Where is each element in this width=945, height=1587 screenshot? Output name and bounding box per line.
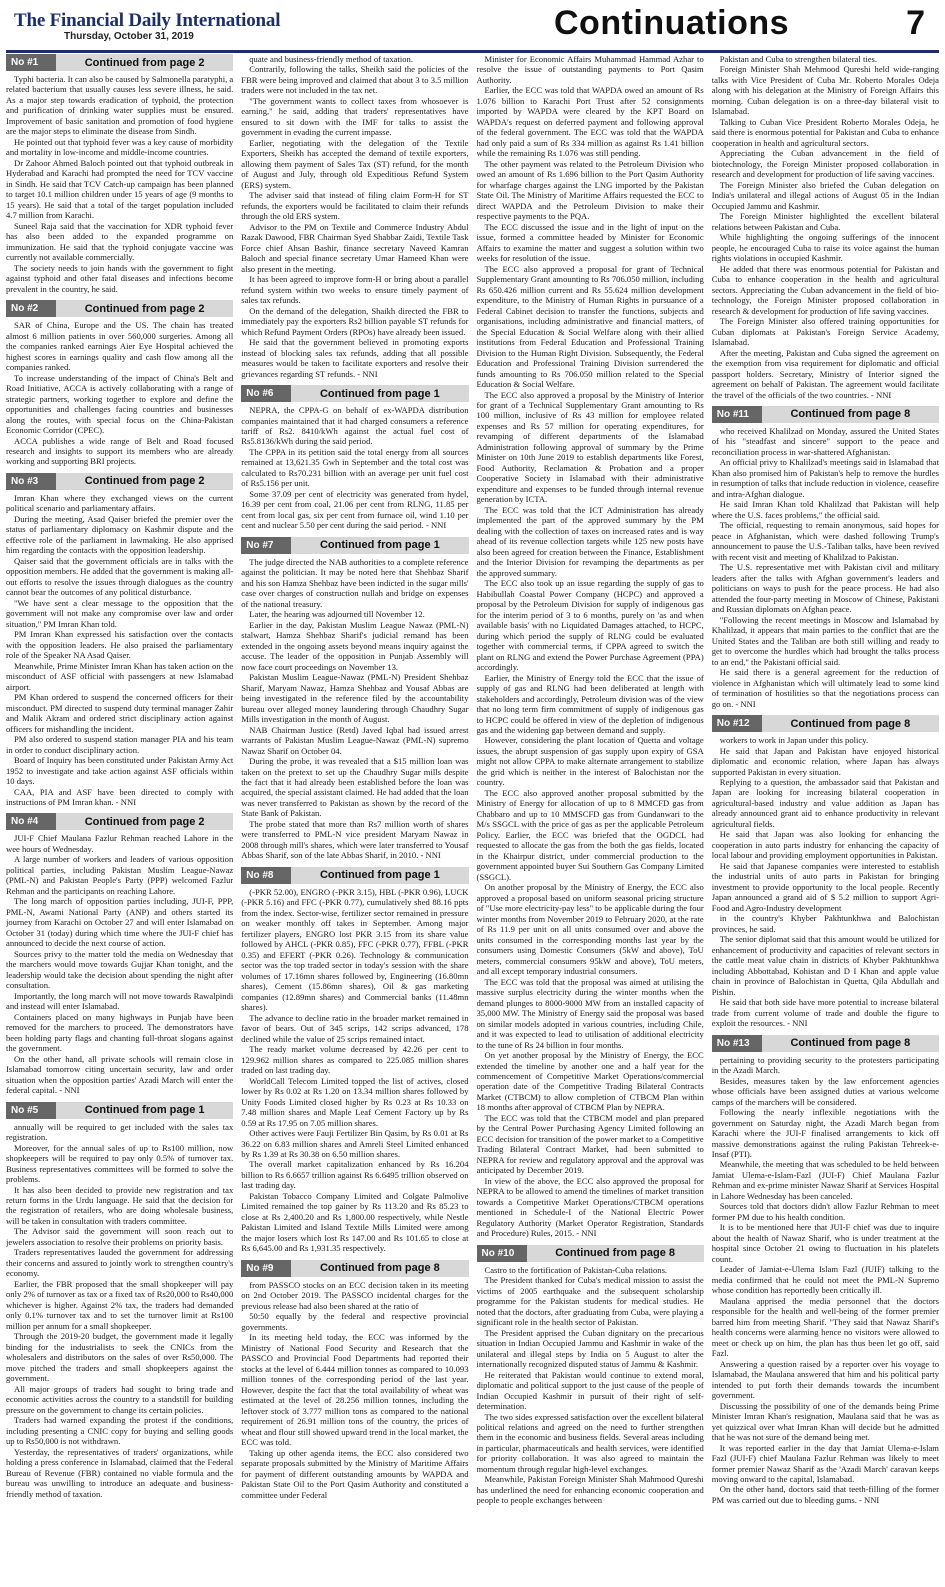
column-1 — [6, 54, 233, 1582]
paragraph: Board of Inquiry has been constituted under Pakistan Army Act 1952 to investigate and take action against ASF officials within 10 days. — [6, 755, 234, 787]
column-4 — [712, 54, 939, 1582]
story-title: Continued from page 2 — [84, 56, 205, 69]
story-title: Continued from page 8 — [319, 1262, 440, 1275]
story-number: No #4 — [6, 813, 56, 830]
paragraph: "The government wants to collect taxes from whosoever is earning," he said, adding that traders' representatives have ensured to sit down with the IMF for talks to assist the government in evading the current impasse. — [241, 95, 469, 138]
paragraph: Imran Khan where they exchanged views on the current political scenario and parliamentary affairs. — [6, 492, 234, 514]
story-header — [241, 537, 468, 554]
paragraph: He said that Japanese companies were interested to establish the industrial units of auto parts in Pakistan for bringing investment to provide opportunity to the local people. Recently Japan announced a grand aid of $ 5.2 million to support Agri-Food and Agro-Industry development — [711, 860, 939, 913]
story-body — [712, 426, 939, 709]
story-number: No #3 — [6, 473, 56, 490]
story — [6, 300, 233, 467]
paragraph: workers to work in Japan under this policy. — [719, 735, 869, 746]
story-header — [6, 473, 233, 490]
paragraph: ACCA publishes a wide range of Belt and Road focused research and insights to support its members who are already working and supporting BRI projects. — [6, 435, 234, 467]
story-header — [6, 300, 233, 317]
paragraph: Pakistan Tobacco Company Limited and Colgate Palmolive Limited remained the top gainer by Rs 113.20 and Rs 85.23 to close at Rs 2,400.20 and Rs 1,800.00 respectively, while Nestle Pakistan Limited and Island Textile Mills Limited were among the major losers which lost Rs 147.00 and Rs 101.65 to close at Rs 6,645.00 and Rs 1,931.35 respectively. — [241, 1190, 469, 1254]
paragraph: While highlighting the ongoing sufferings of the innocent people, he encouraged Cuba to raise its voice against the human rights violations in occupied Kashmir. — [711, 232, 939, 264]
paragraph: On the other hand, all private schools will remain close in Islamabad tomorrow citing uncertain security, law and order situation when the opposition parties' Azadi March will enter the federal capital. - NNI — [6, 1053, 234, 1096]
paragraph: annually will be required to get included with the sales tax registration. — [6, 1121, 234, 1143]
paragraph: He said that the government believed in promoting exports instead of blocking sales tax refunds, adding that all possible measures would be taken to facilitate exporters and resolve their grievances regarding ST refunds. - NNI — [241, 337, 469, 379]
story-title: Continued from page 1 — [319, 869, 440, 882]
paragraph: Meanwhile, Pakistan Foreign Minister Shah Mahmood Qureshi has underlined the need for enhancing economic cooperation and people to people exchanges between — [476, 1474, 704, 1506]
paragraph: Through the 2019-20 budget, the government made it legally binding for the industrialists to seek the CNICs from the wholesalers and distributors on the sales of over Rs50,000. The move pitched the traders and small shopkeepers against the government. — [6, 1331, 234, 1384]
story — [712, 715, 939, 1029]
paragraph: The judge directed the NAB authorities to a complete reference against the politician. It may be noted here that Shehbaz Sharif and his son Hamza Shehbaz have been indicted in the sugar mills' case over charges of construction nullah and bridge on expenses of the national treasury. — [241, 556, 469, 609]
paragraph: Appreciating the Cuban advancement in the field of biotechnology, the Foreign Minister proposed collaboration in research and development for production of life saving vaccines. — [711, 148, 939, 180]
paragraph: Castro to the fortification of Pakistan-Cuba relations. — [484, 1264, 668, 1275]
paragraph: Dr Zahoor Ahmed Baloch pointed out that typhoid outbreak in Hyderabad and Karachi had prompted the need for TCV vaccine in Sindh. He said that TCV Catch-up campaign has been planned to target 10.1 million children under 15 years of age (9 months to 15 years). He said that a total of the target population included 4.7 million from Karachi. — [6, 157, 234, 221]
paragraph: Talking to Cuban Vice President Roberto Morales Odeja, he said there is enormous potential for Pakistan and Cuba to enhance cooperation in health and agricultural sectors. — [711, 116, 939, 148]
paragraph: He said Imran Khan told Khalilzad that Pakistan will help where the U.S. faces problems," the official said. — [711, 499, 939, 520]
paragraph: NAB Chairman Justice (Retd) Javed Iqbal had issued arrest warrants of Pakistan Muslim League-Nawaz (PML-N) supremo Nawaz Sharif on October 04. — [241, 724, 469, 756]
story-body — [241, 1280, 468, 1500]
paragraph: Besides, measures taken by the law enforcement agencies whose officials have been assigned duties at various welcome camps of the marchers will be considered. — [711, 1075, 939, 1107]
story-body — [241, 405, 468, 531]
paragraph: The Foreign Minister also briefed the Cuban delegation on India's unilateral and illegal actions of August 05 in the Indian Occupied Jammu and Kashmir. — [711, 179, 939, 211]
paragraph: JUI-F Chief Maulana Fazlur Rehman reached Lahore in the wee hours of Wednesday. — [6, 833, 234, 854]
paragraph: To increase understanding of the impact of China's Belt and Road Initiative, ACCA is actively collaborating with a range of strategic partners, working together to explore and define the opportunities and challenges facing countries and businesses along the routes, with special focus on the China-Pakistan Economic Corridor (CPEC). — [6, 372, 234, 436]
paragraph: Discussing the possibility of one of the demands being Prime Minister Imran Khan's resignation, Maulana said that he was as yet quizzical over what Imran Khan will decide but he admitted that he was not sure of the demand being met. — [711, 1400, 939, 1443]
paragraph: The U.S. representative met with Pakistan civil and military leaders after the talks with Afghan government's leaders and politicians on ways to push for the peace process. He had also attended the four-party meeting in Moscow of Chinese, Pakistani and Russian diplomats on Afghan peace. — [711, 562, 939, 615]
paragraph: pertaining to providing security to the protesters participating in the Azadi March. — [711, 1054, 939, 1076]
paragraph: Meanwhile, Prime Minister Imran Khan has taken action on the misconduct of ASF official with passengers at new Islamabad airport. — [6, 660, 234, 692]
story-number: No #12 — [712, 715, 762, 732]
paragraph: The adviser said that instead of filing claim Form-H for ST refunds, the exporters would be facilitated to claim their refunds through the old ERS system. — [241, 190, 469, 222]
paragraph: SAR of China, Europe and the US. The chain has treated almost 6 million patients in over 560,000 surgeries. Among all the companies ranked earnings Aier Eye Hospital achieved the highest scores in earnings quality and cash flow among all the companies ranked. — [6, 320, 234, 373]
paragraph: Earlier, the FBR proposed that the small shopkeeper will pay only 2% of turnover as tax or a fixed tax of Rs20,000 to Rs40,000 whichever is higher. Against 2% tax, the traders had demanded only 0.1% turnover tax and to set the turnover limit at Rs100 million per annum for a small shopkeeper. — [6, 1278, 234, 1331]
paragraph: The official, requesting to remain anonymous, said hopes for peace in Afghanistan, which were dashed following Trump's announcement to pause the U.S.-Taliban talks, have been revived with recent visit and meeting of Khalilzad to Pakistan. — [711, 520, 939, 562]
story-title: Continued from page 1 — [319, 539, 440, 552]
story-number: No #7 — [241, 537, 291, 554]
newspaper-title: The Financial Daily International — [14, 10, 281, 31]
paragraph: Some 37.09 per cent of electricity was generated from hydel, 16.39 per cent from coal, 21.06 per cent from RLNG, 11.85 per cent from local gas, six per cent from furnace oil, wind 1.10 per cent and nuclear 5.50 per cent during the said period. - NNI — [241, 488, 469, 531]
paragraph: PM Khan ordered to suspend the concerned officers for their misconduct. PM directed to suspend duty terminal manager Zahir and Malik Akram and ordered strict disciplinary action against officers for mishandling the incident. — [6, 692, 234, 734]
story-header — [712, 406, 939, 423]
paragraph: CAA, PIA and ASF have been directed to comply with instructions of PM Imran khan. - NNI — [6, 786, 234, 807]
column-3 — [477, 54, 704, 1582]
paragraph: who received Khalilzad on Monday, assured the United States of his "steadfast and sincere" support to the peace and reconciliation process in war-shattered Afghanistan. — [711, 425, 939, 457]
story-header — [241, 1260, 468, 1277]
paragraph: During the probe, it was revealed that a $15 million loan was taken on the pretext to set up the Chaudhry Sugar mills despite the fact that it had already been established before the loan was acquired, the special assistant claimed. He had added that the loan was never transferred to Pakistan as shown by the record of the State Bank of Pakistan. — [241, 756, 469, 819]
paragraph: Traders had warned expanding the protest if the conditions, including presenting a CNIC copy for buying and selling goods up to Rs50,000 is not withdrawn. — [6, 1415, 234, 1447]
story-header — [712, 1035, 939, 1052]
paragraph: The Advisor said the government will soon reach out to jewelers association to resolve their problems on priority basis. — [6, 1226, 234, 1247]
paragraph: Typhi bacteria. It can also be caused by Salmonella paratyphi, a related bacterium that usually causes less severe illness, he said. As a major step towards eradication of typhoid, the protection and purification of drinking water supplies must be ensured. Improvement of basic sanitation and promotion of food hygiene are the major steps to eliminate the disease from Sindh. — [6, 74, 234, 137]
paragraph: The President thanked for Cuba's medical mission to assist the victims of 2005 earthquake and the subsequent scholarship programme for the Pakistan students for medical studies. He noted that the doctors, after graduating from Cuba, were playing a significant role in the health sector of Pakistan. — [476, 1275, 704, 1328]
paragraph: The ECC also approved a proposal for grant of Technical Supplementary Grant amounting to Rs 706.050 million, including Rs 650.426 million current and Rs 55.624 million development expenditure, to the Ministry of Human Rights in pursuance of a Federal Cabinet decision to transfer the functions, subjects and organisations, including administrative and financial matters, of the Special Education & Social Welfare along with their allied institutions from Federal Education and Professional Training Division to the Human Right Division. Subsequently, the Federal Education and Professional Training Division surrendered the funds amounting to Rs 706.050 million related to the Special Education & Social Welfare. — [476, 263, 704, 390]
paragraph: However, considering the plant location of Quetta and voltage issues, the abrupt suspension of gas supply upon expiry of GSA might not allow CPPA to make alternate arrangement to stabilize the grid which is neither in the interest of Balochistan nor the country. — [476, 735, 704, 788]
paragraph: Moreover, for the annual sales of up to Rs100 million, now shopkeepers will be required to pay only 0.5% of turnover tax. Business representatives committees will be formed to solve the problems. — [6, 1142, 234, 1185]
paragraph: He said there is a general agreement for the reduction of violence in Afghanistan which will ultimately lead to some kind of termination of hostilities so that the negotiations process can go on. - NNI — [711, 667, 939, 709]
story-number: No #10 — [477, 1245, 527, 1262]
paragraph: Pakistan and Cuba to strengthen bilateral ties. — [719, 54, 878, 64]
story — [712, 1035, 939, 1506]
story — [6, 473, 233, 808]
paragraph: The ECC was told that the ICT Administration has already implemented the part of the approved summary by the PM dealing with the collection of taxes on increased rates and is way ahead of its revenue collection targets while 125 new posts have also been agreed for creation between the Finance, Establishment and the Interior Division for revamping the departments as per the approved summary. — [476, 504, 704, 578]
story-number: No #6 — [241, 385, 291, 402]
paragraph: The President apprised the Cuban dignitary on the precarious situation in Indian Occupied Jammu and Kashmir in wake of the unilateral and illegal steps by India on 5 August to alter the internationally recognized disputed status of Jammu & Kashmir. — [476, 1327, 704, 1370]
paragraph: An official privy to Khalilzad's meetings said in Islamabad that Khan also promised him of Pakistan's help to remove the hurdles in resumption of talks that include reduction in violence, ceasefire and intra-Afghan dialogue. — [711, 457, 939, 499]
article-columns — [6, 54, 939, 1582]
story — [477, 54, 704, 1239]
paragraph: in the country's Khyber Pakhtunkhwa and Balochistan provinces, he said. — [711, 913, 939, 934]
paragraph: On the demand of the delegation, Shaikh directed the FBR to immediately pay the exporters Rs2 billion payable ST refunds for which Refund Payment Orders (RPOs) have already been issued. — [241, 305, 469, 337]
paragraph: On another proposal by the Ministry of Energy, the ECC also approved a proposal based on uniform seasonal pricing structure of "Use more electricity-pay less" to be applicable during the four winter months from November 2019 to February 2020, at the rate of Rs 11.9 per unit on all units consumed over and above the units consumed in the corresponding months last year by the consumers using Domestic Consumers (5kW and above), ToU meters, commercial consumers 95kW and above), ToU meters, and all except temporary industrial consumers. — [476, 882, 704, 977]
story-title: Continued from page 8 — [790, 408, 911, 421]
paragraph: In view of the above, the ECC also approved the proposal for NEPRA to be allowed to amend the timelines of market transition towards a Competitive Market Operations/CTBCM operations mentioned in Schedule-I of the National Electric Power Regulatory Authority (Market Operator Registration, Standards and Procedure) Rules, 2015. - NNI — [476, 1175, 704, 1239]
paragraph: Replying to a question, the ambassador said that Pakistan and Japan are looking for increasing bilateral cooperation in agricultural-based industry and value addition as Japan has already announced grant aid to enhance productivity in relevant agricultural fields. — [711, 777, 939, 829]
paragraph: Sources told that doctors didn't allow Fazlur Rehman to meet former PM due to his health condition. — [711, 1201, 939, 1222]
story-title: Continued from page 1 — [319, 387, 440, 400]
paragraph: On the other hand, doctors said that teeth-filling of the former PM was carried out due to bleeding gums. - NNI — [711, 1484, 939, 1505]
story-title: Continued from page 8 — [790, 717, 911, 730]
masthead-rule — [6, 50, 939, 53]
paragraph: The long march of opposition parties including, JUI-F, PPP, PML-N, Awami National Party (ANP) and others started its journey from Karachi on October 27 and will enter Islamabad on October 31 (today) during which time where the JUI-F chief has announced to decide the next course of action. — [6, 896, 234, 949]
paragraph: Containers placed on many highways in Punjab have been removed for the marchers to proceed. The demonstrators have been holding party flags and chanting full-throat slogans against the government. — [6, 1011, 234, 1054]
story-header — [241, 385, 468, 402]
paragraph: PM also ordered to suspend station manager PIA and his team in order to conduct disciplinary action. — [6, 734, 234, 755]
paragraph: Leader of Jamiat-e-Ulema Islam Fazl (JUIF) talking to the media confirmed that he could not meet the PML-N Supremo whose condition has reportedly been critically ill. — [711, 1264, 939, 1296]
paragraph: Maulana apprised the media personnel that the doctors responsible for the health and well-being of the former premier barred him from meeting Sharif. "They said that Nawaz Sharif's health concerns were alarming hence no visitors were allowed to meet or check up on him, the plan has thus been let go off, said Fazl. — [711, 1295, 939, 1359]
paragraph: Answering a question raised by a reporter over his voyage to Islamabad, the Maulana answered that him and his political party intended to put forth their demands towards the incumbent government. — [711, 1358, 939, 1401]
paragraph: The ECC discussed the issue and in the light of input on the issue, formed a committee headed by Minister for Economic Affairs to examine the matter and suggest a solution within two weeks for resolution of the issue. — [476, 221, 704, 264]
story — [241, 385, 468, 531]
paragraph: The Foreign Minister also offered training opportunities for Cuban diplomats at Pakistan's Foreign Service Academy, Islamabad. — [711, 316, 939, 348]
paragraph: It was reported earlier in the day that Jamiat Ulema-e-Islam Fazl (JUI-F) chief Maulana Fazlur Rehman was likely to meet former premier Nawaz Sharif as the 'Azadi March' caravan keeps moving onward to the capital, Islamabad. — [711, 1442, 939, 1484]
paragraph: quate and business-friendly method of taxation. — [249, 54, 413, 64]
paragraph: Taking up other agenda items, the ECC also considered two separate proposals submitted by the Ministry of Maritime Affairs for payment of different outstanding amounts by WAPDA and Pakistan State Oil to the Port Qasim Authority and constituted a committee under Federal — [241, 1447, 469, 1500]
story-number: No #5 — [6, 1102, 56, 1119]
story-number: No #13 — [712, 1035, 762, 1052]
masthead — [6, 4, 939, 48]
story — [477, 1245, 704, 1506]
paragraph: The ECC also approved a proposal by the Ministry of Interior for grant of a Technical Supplementary Grant amounting to Rs 100 million, inclusive of Rs 43 million for employee related expenses and Rs 57 million for operating expenditures, for revamping of different departments of the Islamabad Administration following approval of summary by the Prime Minister on 10th June 2019 to establish departments like Forest, Food Authority, Reclamation & Probation and a proper Cooperative Society in Islamabad with their administrative expenditure and expenses to be funded through internal revenue generation by ICTA. — [476, 389, 704, 505]
story-body — [6, 833, 233, 1095]
paragraph: (-PKR 52.00), ENGRO (-PKR 3.15), HBL (-PKR 0.96), LUCK (-PKR 5.16) and FFC (-PKR 0.77), cumulatively shed 88.16 ppts from the index. Sector-wise, fertilizer sector remained in pressure on weaker monthly off takes in September. Among major fertilizer players, ENGRO lost PKR 3.15 from its share value followed by AHCL (-PKR 0.85), FFC (-PKR 0.77), FFBL (-PKR 0.35) and EFERT (-PKR 0.26). Technology & communication sector was the top traded sector in today's session with the share volumes of 17.16mn shares followed by, Engineering (16.80mn shares), Cement (15.86mn shares), Oil & gas marketing companies (12.89mn shares) and Commercial banks (11.48mn shares). — [241, 886, 469, 1013]
story-number: No #11 — [712, 406, 762, 423]
paragraph: The other payment was related to the Petroleum Division who owed an amount of Rs 1.696 billion to the Port Qasim Authority for wharfage charges against the LNG imported by the Pakistan State Oil. The Ministry of Maritime Affairs requested the ECC to direct WAPDA and the Petroleum Division to make their respective payments to the PQA. — [476, 158, 704, 222]
paragraph: Advisor to the PM on Textile and Commerce Industry Abdul Razak Dawood, FBR Chairman Syed Shabbar Zaidi, Textile Task Force chief Ahsan Bashir, finance secretary Naveed Kamran Baloch and special finance secretary Umar Hameed Khan were also present in the meeting. — [241, 221, 469, 274]
paragraph: NEPRA, the CPPA-G on behalf of ex-WAPDA distribution companies maintained that it had charged consumers a reference tariff of Rs2. 8410/kWh against the actual fuel cost of Rs5.8136/kWh during the said period. — [241, 405, 469, 447]
story — [6, 813, 233, 1095]
paragraph: He pointed out that typhoid fever was a key cause of morbidity and mortality in low-income and middle-income countries. — [6, 136, 234, 158]
paragraph: During the meeting, Asad Qaiser briefed the premier over the status of parliamentary diplomacy on Kashmir dispute and the effective role of the parliament in lawmaking. He also apprised him regarding the contacts with the opposition leadership. — [6, 513, 234, 556]
paragraph: Earlier, negotiating with the delegation of the Textile Exporters, Sheikh has accepted the demand of textile exporters, allowing them payment of Sales Tax (ST) refund, for the month of August and July, through old Expeditious Refund System (ERS) system. — [241, 137, 469, 190]
story-body — [6, 74, 233, 294]
paragraph: The advance to decline ratio in the broader market remained in favor of bears. Out of 345 scrips, 142 scrips advanced, 178 declined while the value of 25 scrips remained intact. — [241, 1012, 469, 1044]
section-title: Continuations — [554, 4, 790, 42]
paragraph: The ECC was told that the CTBCM model and plan prepared by the Central Power Purchasing Agency Limited following an ECC decision for transition of the power market to a Competitive Trading Bilateral Contract Market, had been submitted to NEPRA for review and regulatory approval and the approval was anticipated by December 2019. — [476, 1112, 704, 1176]
story — [712, 54, 939, 400]
paragraph: It is to be mentioned here that JUI-F chief was due to inquire about the health of Nawaz Sharif, who is under treatment at the hospital since October 21 owing to fluctuation in his platelets count. — [711, 1222, 939, 1264]
column-2 — [241, 54, 468, 1582]
paragraph: The senior diplomat said that this amount would be utilized for enhancement of productivity and capacities of relevant sectors in the cattle meat value chain in districts of Khyber Pakhtunkhwa including Abbottabad, Kohistan and D I Khan and apple value chain in province of Balochistan in Quetta, Qila Abdullah and Pishin. — [711, 934, 939, 997]
paragraph: Earlier in the day, Pakistan Muslim League Nawaz (PML-N) stalwart, Hamza Shehbaz Sharif's judicial remand has been extended in the ongoing assets beyond means inquiry against the accuse. The leader of the opposition in Punjab Assembly will now face court proceedings on November 13. — [241, 619, 469, 672]
paragraph: In its meeting held today, the ECC was informed by the Ministry of National Food Security and Research that the PASSCO and Provincial Food Departments had reported their stocks at the level of 6.444 million tonnes as compared to 10.093 million tonnes of the corresponding period of the last year. However, despite the fact that the total availability of wheat was estimated at the level of 28.256 million tonnes, including the leftover stock of 3.777 million tons as compared to the national requirement of 26.91 million tons of the country, the prices of wheat and flour still showed upward trend in the local market, the ECC was told. — [241, 1332, 469, 1448]
story-header — [712, 715, 939, 732]
paragraph: Following the nearly inflexible negotiations with the government on Saturday night, the Azadi March began from Karachi where the JUI-F finalised arrangements to kick off massive demonstrations against the ruling Pakistan Tehreek-e-Insaf (PTI). — [711, 1107, 939, 1159]
story-title: Continued from page 2 — [84, 302, 205, 315]
story-number: No #9 — [241, 1260, 291, 1277]
paragraph: All major groups of traders had sought to bring trade and economic activities across the country to a standstill for building pressure on the government to change its certain policies. — [6, 1383, 234, 1415]
paragraph: "Following the recent meetings in Moscow and Islamabad by Khalilzad, it appears that main parties to the conflict that are the United States and the Taliban are both still willing and ready to get to overcome the hurdles which had brought the talks process to an end," the Pakistani official said. — [711, 614, 939, 667]
story-title: Continued from page 8 — [790, 1037, 911, 1050]
story-number: No #8 — [241, 867, 291, 884]
story-body — [6, 1122, 233, 1499]
paragraph: Later, the hearing was adjourned till November 12. — [249, 609, 425, 620]
story-body — [712, 1055, 939, 1506]
paragraph: It has been agreed to improve form-H or bring about a parallel refund system within two weeks to ensure timely payment of sales tax refunds. — [241, 274, 469, 306]
story — [712, 406, 939, 709]
paragraph: The ECC also approved another proposal submitted by the Ministry of Energy for allocation of up to 8 MMCFD gas from Chabbaro and up to 10 MMSCFD gas from Gundanwari to the M/s SSGCL with the price of gas as per the applicable Petroleum Policy. Earlier, the ECC was briefed that the OGDCL had requested to allocate the gas from the both the gas fields, located in the Khairpur district, under commercial production to the government appointed buyer Sui Southern Gas Company Limited (SSGCL). — [476, 787, 704, 882]
paragraph: Yesterday, the representatives of traders' organizations, while holding a press conference in Islamabad, claimed that the Federal Bureau of Revenue (FBR) contained no viable formula and the bureau was unwilling to introduce an adequate and business-friendly method of taxation. — [6, 1446, 234, 1499]
story-body — [477, 1265, 704, 1506]
story-body — [712, 54, 939, 400]
paragraph: The ECC also took up an issue regarding the supply of gas to Habibullah Coastal Power Company (HCPC) and approved a proposal by the Petroleum Division for supply of indigenous gas for the interim period of 3 to 6 months, purely on 'as and when available basis' with no Liquidated Damages attached, to HCPC, during which period the supply of RLNG could be evaluated together with commercial terms, if CPPA agreed to switch the plant on RLNG and extend the Power Purchase Agreement (PPA) accordingly. — [476, 578, 704, 673]
story-number: No #2 — [6, 300, 56, 317]
paragraph: "We have sent a clear message to the opposition that the government will not make any compromise over law and order situation," PM Imran Khan told. — [6, 597, 234, 629]
story-body — [241, 557, 468, 861]
story-number: No #1 — [6, 54, 56, 71]
story-title: Continued from page 1 — [84, 1104, 205, 1117]
story — [6, 1102, 233, 1499]
paragraph: A large number of workers and leaders of various opposition political parties, including Pakistan Muslim League-Nawaz (PML-N) and Pakistan People's Party (PPP) welcomed Fazlur Rehman and the participants on reaching Lahore. — [6, 854, 234, 896]
paragraph: 50:50 equally by the federal and respective provincial governments. — [241, 1311, 469, 1332]
story-header — [6, 54, 233, 71]
paragraph: The ECC was told that the proposal was aimed at utilising the massive surplus electricity during the winter months when the demand plunges to 8000-9000 MW from an installed capacity of 35,000 MW. The Ministry of Energy said the proposal was based on similar models adopted in various countries, including Chile, and it was expected to lead to utilisation of additional electricity to the tune of Rs 24 billion in four months. — [476, 976, 704, 1050]
story-header — [6, 813, 233, 830]
paragraph: Qaiser said that the government officials are in talks with the opposition members. He added that the government is making all-out efforts to resolve the issues through dialogues as the country cannot bear the outcomes of any political disturbance. — [6, 555, 234, 598]
paragraph: Traders representatives lauded the government for addressing their concerns and assured to jointly work to strengthen country's economy. — [6, 1247, 234, 1279]
paragraph: After the meeting, Pakistan and Cuba signed the agreement on the exemption from visa requirement for diplomatic and official passport holders. Secretary, Ministry of Interior signed the agreement on behalf of Pakistan. The agreement would facilitate the travel of the officials of the two countries. - NNI — [711, 347, 939, 400]
story-title: Continued from page 8 — [555, 1247, 676, 1260]
paragraph: Importantly, the long march will not move towards Rawalpindi and instead will enter Islamabad. — [6, 990, 234, 1012]
paragraph: The society needs to join hands with the government to fight against typhoid and other fatal diseases and infections become prevalent in the country, he said. — [6, 262, 234, 294]
paragraph: Foreign Minister Shah Mehmood Qureshi held wide-ranging talks with Vice President of Cuba Mr. Roberto Morales Odeja along with his delegation at the Ministry of Foreign Affairs this morning. Cuban delegation is on a three-day bilateral visit to Islamabad. — [711, 64, 939, 117]
paragraph: He said that both side have more potential to increase bilateral trade from current volume of trade and double the figure to exploit the resources. - NNI — [711, 997, 939, 1029]
paragraph: The Foreign Minister highlighted the excellent bilateral relations between Pakistan and Cuba. — [711, 211, 939, 232]
paragraph: Suneel Raja said that the vaccination for XDR typhoid fever has also been added to the expanded programme on immunization. He said that the typhoid conjugate vaccine was currently not available commercially. — [6, 220, 234, 263]
story-header — [241, 867, 468, 884]
paragraph: Contrarily, following the talks, Sheikh said the policies of the FBR were being improved and claimed that about 3 to 3.5 million traders were not included in the tax net. — [241, 64, 469, 96]
paragraph: He said that Japan and Pakistan have enjoyed historical diplomatic and economic relation, where Japan has always supported Pakistan in every situation. — [711, 745, 939, 777]
paragraph: The overall market capitalization enhanced by Rs 16.204 billion to Rs 6.6657 trillion against Rs 6.6495 trillion observed on last trading day. — [241, 1159, 469, 1191]
story-header — [6, 1102, 233, 1119]
issue-date: Thursday, October 31, 2019 — [64, 31, 194, 42]
paragraph: On yet another proposal by the Ministry of Energy, the ECC extended the timeline by another one and a half year for the commencement of Competitive Market Operations/commercial operation date of the Competitive Trading Bilateral Contracts Market (CTBCM) to allow completion of CTBCM Plan within 18 months after approval of CTBCM Plan by NEPRA. — [476, 1050, 704, 1113]
story-body — [241, 54, 468, 379]
story — [241, 1260, 468, 1500]
paragraph: He reiterated that Pakistan would continue to extend moral, diplomatic and political support to the just cause of the people of Indian Occupied Kashmir in pursuit of their right of self-determination. — [476, 1369, 704, 1412]
story-body — [241, 887, 468, 1254]
page-number: 7 — [906, 4, 925, 42]
paragraph: Sources privy to the matter told the media on Wednesday that the marchers would move towards Gujjar Khan tonight, and the leadership would take the decision about spending the night after consultation. — [6, 948, 234, 991]
paragraph: Pakistan Muslim League-Nawaz (PML-N) President Shehbaz Sharif, Maryam Nawaz, Hamza Shehbaz and Yousaf Abbas are being investigated in the reference filed by the accountability bureau over alleged money laundering through Chaudhry Sugar Mills investigation in the month of August. — [241, 672, 469, 725]
paragraph: Meanwhile, the meeting that was scheduled to be held between Jamiat Ulema-e-Islam-Fazl (JUI-F) Chief Maulana Fazlur Rehman and ex-prime minister Nawaz Sharif at Services Hospital in Lahore Wednesday has been canceled. — [711, 1159, 939, 1201]
story — [6, 54, 233, 294]
story — [241, 54, 468, 379]
paragraph: He added that there was enormous potential for Pakistan and Cuba to enhance cooperation in the health and agricultural sectors. Appreciating the Cuban advancement in the field of bio-technology, the Foreign Minister proposed collaboration in research & development for production of life saving vaccines. — [711, 263, 939, 316]
story — [241, 867, 468, 1254]
paragraph: Earlier, the Ministry of Energy told the ECC that the issue of supply of gas and RLNG had been deliberated at length with stakeholders and accordingly, Petroleum division was of the view that no long term firm commitment of supply of indigenous gas to HCPC could be offered in view of the depletion of indigenous gas and the widening gap between demand and supply. — [476, 672, 704, 735]
paragraph: It has also been decided to provide new registration and tax return forms in the Urdu language. He said that the decision for the registration of retailers, who are doing wholesale business, will be taken in consultation with traders committee. — [6, 1184, 234, 1226]
paragraph: The probe stated that more than Rs7 million worth of shares were transferred to PML-N vice president Maryam Nawaz in 2008 through mill's shares, which were later transferred to Yousaf Abbas Sharif, son of the late Abbas Sharif, in 2010. - NNI — [241, 818, 469, 861]
story-body — [6, 493, 233, 808]
paragraph: PM Imran Khan expressed his satisfaction over the contacts with the opposition leaders. He also praised the parliamentary role of the Speaker NA Asad Qaiser. — [6, 629, 234, 661]
paragraph: Other actives were Fauji Fertilizer Bin Qasim, by Rs 0.01 at Rs 36.22 on 6.83 million shares and Amreli Steel Limited enhanced by Rs 1.39 at Rs 30.38 on 6.50 million shares. — [241, 1128, 469, 1159]
story — [241, 537, 468, 861]
paragraph: The ready market volume decreased by 42.26 per cent to 129.962 million shares as compared to 225.085 million shares traded on last trading day. — [241, 1044, 469, 1076]
paragraph: The two sides expressed satisfaction over the excellent bilateral political relations and agreed on the need to further strengthen them in the economic and business fields. Several areas including in particular, pharmaceuticals and health services, were identified for priority collaboration. It was also agreed to maintain the momentum through regular high-level exchanges. — [476, 1411, 704, 1474]
paragraph: Earlier, the ECC was told that WAPDA owed an amount of Rs 1.076 billion to Karachi Port Trust after 52 consignments imported by WAPDA were cleared by the KPT Board on WAPDA's request on deferred payment and following approval of the federal government. The ECC was told that the WAPDA had only paid a sum of Rs 334 million as against Rs 1.41 billion while the remaining Rs 1.076 was still pending. — [476, 85, 704, 159]
paragraph: from PASSCO stocks on an ECC decision taken in its meeting on 2nd October 2019. The PASSCO incidental charges for the previous release had also been shared at the ratio of — [241, 1279, 469, 1311]
paragraph: The CPPA in its petition said the total energy from all sources remained at 13,621.35 Gwh in September and the total cost was calculated to Rs70.231 billion with an average per unit fuel cost of Rs5.156 per unit. — [241, 446, 469, 489]
story-body — [6, 320, 233, 467]
story-title: Continued from page 2 — [84, 475, 205, 488]
story-body — [712, 735, 939, 1029]
story-title: Continued from page 2 — [84, 815, 205, 828]
story-body — [477, 54, 704, 1239]
paragraph: WorldCall Telecom Limited topped the list of actives, closed lower by Rs 0.02 at Rs 1.20 on 13.34 million shares followed by Unity Foods Limited closed higher by Rs 0.23 at Rs 10.33 on 7.48 million shares and Maple Leaf Cement Factory up by Rs 0.59 at Rs 17.95 on 7.05 million shares. — [241, 1075, 469, 1128]
paragraph: He said that Japan was also looking for enhancing the cooperation in auto parts industry for enhancing the capacity of local labour and providing employment opportunities in Pakistan. — [711, 829, 939, 861]
paragraph: Minister for Economic Affairs Muhammad Hammad Azhar to resolve the issue of outstanding payments to Port Qasim Authority. — [476, 54, 704, 85]
story-header — [477, 1245, 704, 1262]
